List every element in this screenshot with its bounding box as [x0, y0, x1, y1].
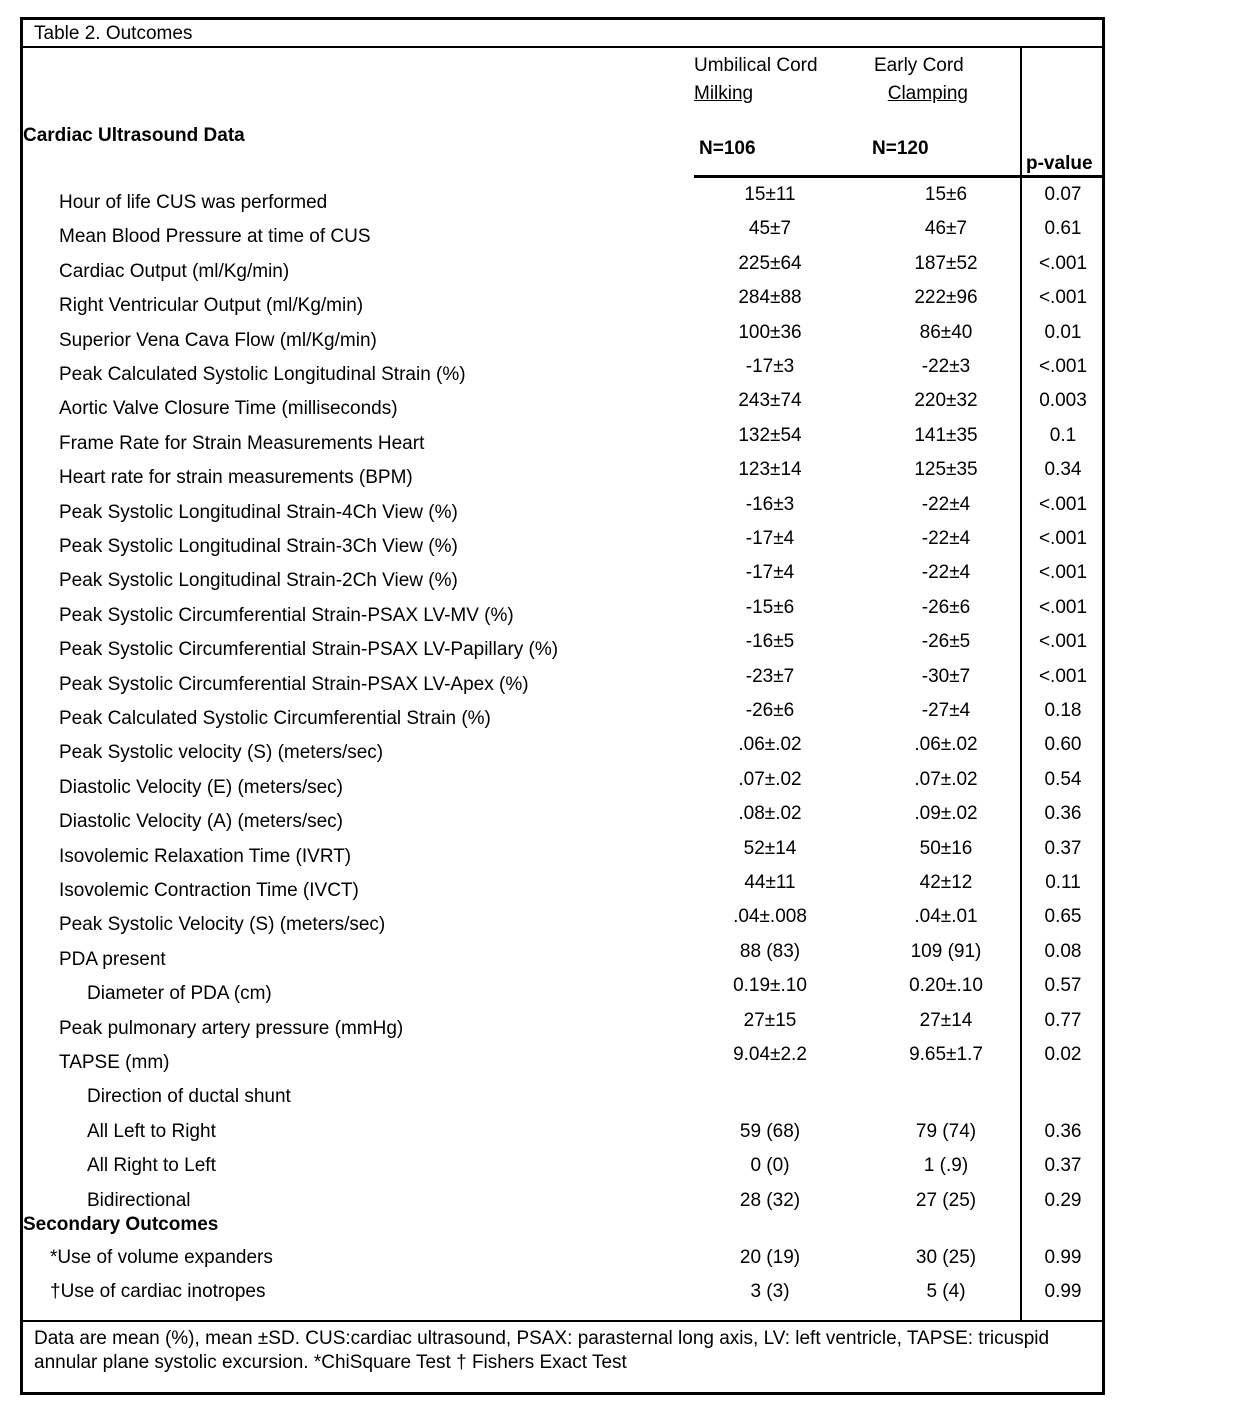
row-pvalue: 0.57	[1044, 975, 1082, 996]
row-value-group1: -16±5	[745, 631, 795, 652]
row-label: TAPSE (mm)	[59, 1052, 170, 1073]
row-label: Peak Calculated Systolic Longitudinal Strain (%)	[59, 364, 466, 385]
table-row	[0, 494, 1246, 528]
row-value-group2: 141±35	[914, 425, 978, 446]
row-value-group2: -30±7	[921, 666, 971, 687]
row-value-group1: 132±54	[738, 425, 802, 446]
table-row	[0, 906, 1246, 940]
table-row	[0, 1239, 1246, 1273]
row-pvalue: 0.08	[1044, 941, 1082, 962]
row-label: Direction of ductal shunt	[87, 1086, 291, 1107]
row-value-group1: -17±3	[745, 356, 795, 377]
row-pvalue: 0.01	[1044, 322, 1082, 343]
section-title-secondary: Secondary Outcomes	[23, 1214, 219, 1235]
row-value-group2: .07±.02	[914, 769, 978, 790]
row-value-group2: .04±.01	[914, 906, 978, 927]
row-value-group1: -26±6	[745, 700, 795, 721]
row-pvalue: 0.37	[1044, 1155, 1082, 1176]
row-value-group2: .09±.02	[914, 803, 978, 824]
row-value-group2: 0.20±.10	[909, 975, 983, 996]
table-row	[0, 769, 1246, 803]
column-header-pvalue: p-value	[1026, 153, 1093, 174]
row-label: Peak Systolic Longitudinal Strain-3Ch View (%)	[59, 536, 458, 557]
row-value-group2: .06±.02	[914, 734, 978, 755]
row-value-group1: .06±.02	[738, 734, 802, 755]
row-pvalue: <.001	[1038, 528, 1088, 549]
row-value-group2: 27 (25)	[915, 1190, 977, 1211]
row-value-group1: 100±36	[738, 322, 802, 343]
row-label: Peak Systolic Longitudinal Strain-2Ch View (%)	[59, 570, 458, 591]
row-label: Isovolemic Contraction Time (IVCT)	[59, 880, 359, 901]
table-row	[0, 838, 1246, 872]
row-pvalue: <.001	[1038, 356, 1088, 377]
row-label: Diastolic Velocity (A) (meters/sec)	[59, 811, 344, 832]
row-value-group2: 187±52	[914, 253, 978, 274]
row-value-group1: 225±64	[738, 253, 802, 274]
row-value-group2: 79 (74)	[915, 1121, 977, 1142]
table-row	[0, 287, 1246, 321]
row-pvalue: 0.36	[1044, 803, 1082, 824]
row-value-group1: 284±88	[738, 287, 802, 308]
table-row	[0, 390, 1246, 424]
row-value-group1: -23±7	[745, 666, 795, 687]
row-pvalue: 0.18	[1044, 700, 1082, 721]
row-pvalue: 0.1	[1049, 425, 1077, 446]
row-value-group2: 5 (4)	[926, 1281, 966, 1302]
row-value-group2: -22±4	[921, 528, 971, 549]
column-header-group1-n: N=106	[699, 138, 756, 159]
row-value-group1: 59 (68)	[739, 1121, 801, 1142]
row-label: Mean Blood Pressure at time of CUS	[59, 226, 371, 247]
row-value-group1: 15±11	[744, 184, 796, 205]
row-label: Diastolic Velocity (E) (meters/sec)	[59, 777, 344, 798]
row-value-group2: 27±14	[919, 1010, 973, 1031]
table-row	[0, 631, 1246, 665]
row-value-group2: 222±96	[914, 287, 978, 308]
row-pvalue: <.001	[1038, 253, 1088, 274]
row-label: Aortic Valve Closure Time (milliseconds)	[59, 398, 398, 419]
row-label: All Left to Right	[87, 1121, 216, 1142]
table-row	[0, 597, 1246, 631]
row-pvalue: <.001	[1038, 287, 1088, 308]
table-row	[0, 562, 1246, 596]
table-footnote: Data are mean (%), mean ±SD. CUS:cardiac ultrasound, PSAX: parasternal long axis, LV: left ventricle, TAPSE: tricuspid annular plane systolic excursion. *ChiSquare Test † Fishers Exact Test	[34, 1328, 1050, 1373]
footnote-divider	[20, 1320, 1105, 1322]
row-pvalue: 0.54	[1044, 769, 1082, 790]
row-value-group1: 52±14	[743, 838, 797, 859]
row-label: Peak Calculated Systolic Circumferential Strain (%)	[59, 708, 491, 729]
row-pvalue: 0.003	[1039, 390, 1087, 411]
row-value-group1: .04±.008	[733, 906, 807, 927]
row-pvalue: 0.37	[1044, 838, 1082, 859]
row-label: Heart rate for strain measurements (BPM)	[59, 467, 413, 488]
row-value-group1: 3 (3)	[750, 1281, 790, 1302]
row-pvalue: 0.29	[1044, 1190, 1082, 1211]
row-value-group2: 109 (91)	[910, 941, 982, 962]
row-value-group2: -22±4	[921, 562, 971, 583]
table-row	[0, 356, 1246, 390]
row-value-group1: 28 (32)	[739, 1190, 801, 1211]
row-pvalue: 0.99	[1044, 1281, 1082, 1302]
row-value-group2: 30 (25)	[915, 1247, 977, 1268]
table-row	[0, 1182, 1246, 1216]
row-value-group2: 46±7	[924, 218, 968, 239]
table-row	[0, 218, 1246, 252]
row-pvalue: 0.02	[1044, 1044, 1082, 1065]
row-value-group2: 9.65±1.7	[909, 1044, 983, 1065]
row-value-group1: 45±7	[748, 218, 792, 239]
row-label: All Right to Left	[87, 1155, 216, 1176]
row-label: Peak pulmonary artery pressure (mmHg)	[59, 1018, 404, 1039]
row-pvalue: 0.07	[1044, 184, 1082, 205]
row-pvalue: 0.61	[1044, 218, 1082, 239]
column-header-group2-line2: Clamping	[887, 83, 968, 104]
row-value-group1: 27±15	[743, 1010, 797, 1031]
row-value-group2: 15±6	[924, 184, 968, 205]
table-row	[0, 1113, 1246, 1147]
column-header-group1-line2: Milking	[694, 83, 754, 104]
row-value-group2: 86±40	[919, 322, 973, 343]
table-row	[0, 425, 1246, 459]
row-pvalue: <.001	[1038, 494, 1088, 515]
table-row	[0, 1147, 1246, 1181]
row-pvalue: 0.11	[1045, 872, 1081, 893]
row-value-group2: -22±4	[921, 494, 971, 515]
row-value-group1: -15±6	[745, 597, 795, 618]
row-label: Diameter of PDA (cm)	[87, 983, 272, 1004]
row-label: Peak Systolic Circumferential Strain-PSAX LV-MV (%)	[59, 605, 514, 626]
table-row	[0, 253, 1246, 287]
row-label: Superior Vena Cava Flow (ml/Kg/min)	[59, 330, 377, 351]
row-value-group1: -17±4	[745, 528, 795, 549]
row-value-group2: 1 (.9)	[923, 1155, 969, 1176]
table-row	[0, 872, 1246, 906]
row-value-group1: 9.04±2.2	[733, 1044, 807, 1065]
row-value-group1: .07±.02	[738, 769, 802, 790]
row-pvalue: 0.36	[1044, 1121, 1082, 1142]
row-label: Right Ventricular Output (ml/Kg/min)	[59, 295, 364, 316]
table-row	[0, 1044, 1246, 1078]
table-row	[0, 459, 1246, 493]
row-value-group1: 0 (0)	[750, 1155, 790, 1176]
table-row	[0, 1078, 1246, 1112]
table-row	[0, 700, 1246, 734]
row-value-group2: 50±16	[919, 838, 973, 859]
row-label: Frame Rate for Strain Measurements Heart	[59, 433, 425, 454]
table-row	[0, 734, 1246, 768]
row-pvalue: 0.99	[1044, 1247, 1082, 1268]
row-value-group1: 20 (19)	[739, 1247, 801, 1268]
table-row	[0, 528, 1246, 562]
section-title-cardiac: Cardiac Ultrasound Data	[23, 125, 245, 146]
table-row	[0, 666, 1246, 700]
row-value-group1: -17±4	[745, 562, 795, 583]
table-row	[0, 975, 1246, 1009]
row-label: Peak Systolic Circumferential Strain-PSAX LV-Apex (%)	[59, 674, 529, 695]
table-row	[0, 941, 1246, 975]
header-divider	[694, 175, 1105, 178]
table-row	[0, 1010, 1246, 1044]
row-label: Peak Systolic Circumferential Strain-PSAX LV-Papillary (%)	[59, 639, 559, 660]
row-label: Peak Systolic velocity (S) (meters/sec)	[59, 742, 384, 763]
row-label: *Use of volume expanders	[50, 1247, 273, 1268]
row-value-group1: 44±11	[744, 872, 796, 893]
column-header-group2-n: N=120	[872, 138, 929, 159]
row-pvalue: <.001	[1038, 631, 1088, 652]
row-label: Peak Systolic Velocity (S) (meters/sec)	[59, 914, 386, 935]
row-value-group1: 0.19±.10	[733, 975, 807, 996]
row-label: PDA present	[59, 949, 166, 970]
row-pvalue: 0.60	[1044, 734, 1082, 755]
row-value-group1: .08±.02	[738, 803, 802, 824]
row-pvalue: <.001	[1038, 597, 1088, 618]
row-value-group2: -26±6	[921, 597, 971, 618]
table-caption: Table 2. Outcomes	[34, 23, 193, 44]
row-value-group1: 123±14	[738, 459, 802, 480]
row-value-group2: -22±3	[921, 356, 971, 377]
row-pvalue: <.001	[1038, 562, 1088, 583]
column-header-group2-line1: Early Cord	[874, 55, 964, 76]
row-value-group2: 125±35	[914, 459, 978, 480]
table-row	[0, 803, 1246, 837]
row-pvalue: 0.34	[1044, 459, 1082, 480]
row-label: †Use of cardiac inotropes	[50, 1281, 266, 1302]
row-pvalue: 0.77	[1044, 1010, 1082, 1031]
row-pvalue: <.001	[1038, 666, 1088, 687]
column-header-group1-line1: Umbilical Cord	[694, 55, 818, 76]
row-pvalue: 0.65	[1044, 906, 1082, 927]
table-row	[0, 322, 1246, 356]
row-label: Hour of life CUS was performed	[59, 192, 328, 213]
row-value-group2: -27±4	[921, 700, 971, 721]
table-row	[0, 1273, 1246, 1307]
row-value-group2: 220±32	[914, 390, 978, 411]
row-value-group2: -26±5	[921, 631, 971, 652]
table-row	[0, 184, 1246, 218]
caption-divider	[20, 46, 1105, 48]
row-value-group2: 42±12	[919, 872, 973, 893]
row-value-group1: 88 (83)	[739, 941, 801, 962]
row-label: Peak Systolic Longitudinal Strain-4Ch View (%)	[59, 502, 458, 523]
row-label: Bidirectional	[87, 1190, 191, 1211]
row-label: Isovolemic Relaxation Time (IVRT)	[59, 846, 352, 867]
row-value-group1: 243±74	[738, 390, 802, 411]
row-label: Cardiac Output (ml/Kg/min)	[59, 261, 290, 282]
row-value-group1: -16±3	[745, 494, 795, 515]
